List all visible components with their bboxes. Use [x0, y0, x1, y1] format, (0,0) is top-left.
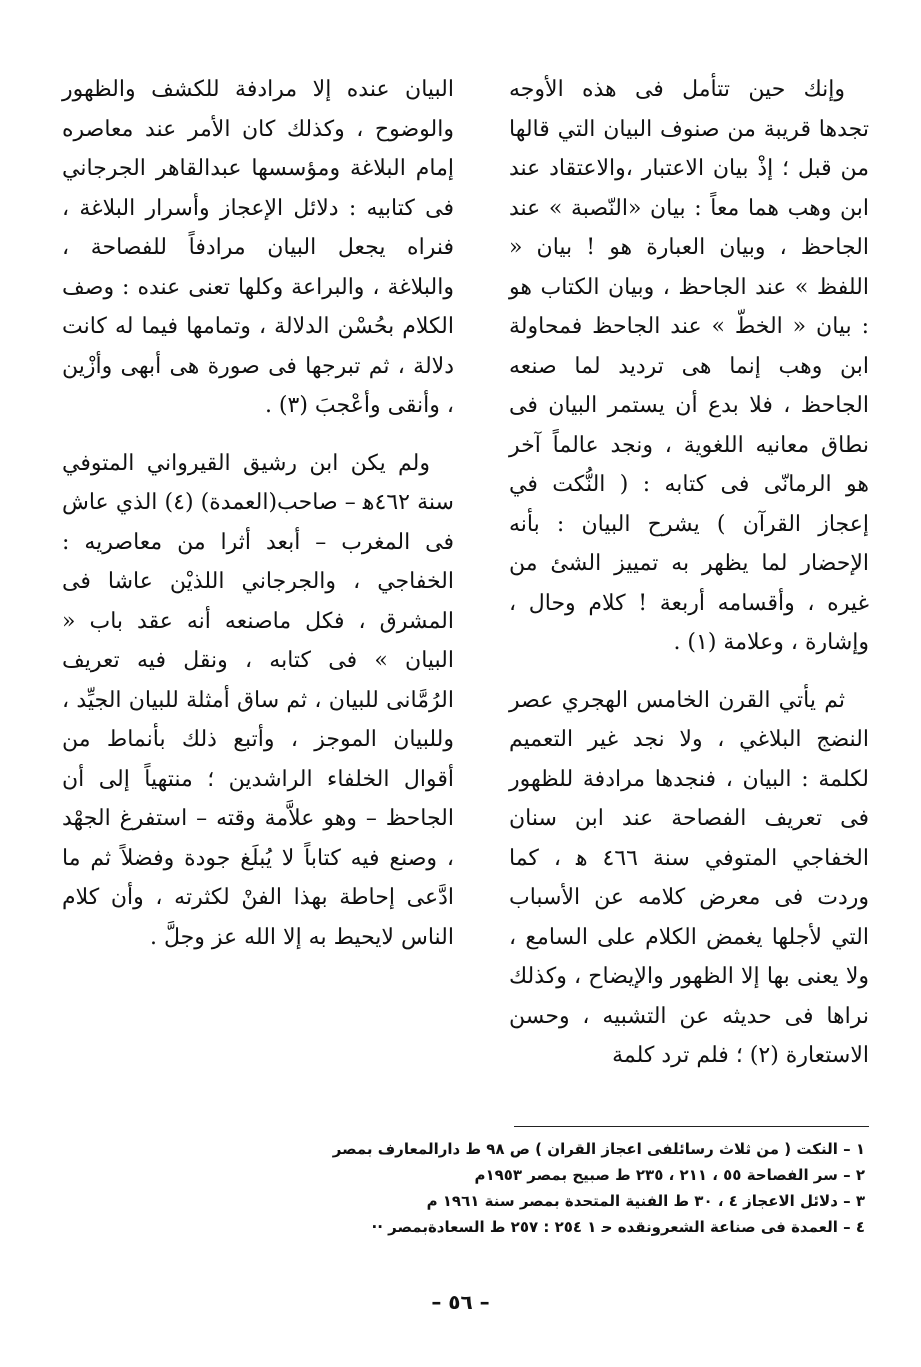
paragraph-bayan-ibn-wahb: وإنك حين تتأمل فى هذه الأوجه تجدها قريبة من صنوف البيان التي قالها من قبل ؛ إذْ بيان الاعتبار ،والاعتقاد عند ابن وهب هما معاً : بيان «النّصبة » عند الجاحظ ، وبيان العبارة هو ! بيان « اللفظ » عند الجاحظ ، وبيان الكتاب هو : بيان « الخطّ » عند الجاحظ فمحاولة ابن وهب إنما هى ترديد لما صنعه الجاحظ ، فلا بدع أن يستمر البيان فى نطاق معانيه اللغوية ، ونجد عالماً آخر هو الرمانّى فى كتابه : ( النُّكت في إعجاز القرآن ) يشرح البيان : بأنه الإحضار لما يظهر به تمييز الشئ من غيره ، وأقسامه أربعة ! كلام وحال ، وإشارة ، وعلامة (١) . [509, 77, 869, 655]
footnote-2: ٢ – سر الفصاحة ٥٥ ، ٢١١ ، ٢٣٥ ط صبيح بمصر ١٩٥٣م [474, 1166, 865, 1184]
paragraph-jurjani: البيان عنده إلا مرادفة للكشف والظهور والوضوح ، وكذلك كان الأمر عند معاصره إمام البلاغة ومؤسسها عبدالقاهر الجرجاني فى كتابيه : دلائل الإعجاز وأسرار البلاغة ، فنراه يجعل البيان مرادفاً للفصاحة ، والبلاغة ، والبراعة وكلها تعنى عنده : وصف الكلام بحُسْن الدلالة ، وتمامها فيما له كانت دلالة ، ثم تبرجها فى صورة هى أبهى وأزْين ، وأنقى وأعْجبَ (٣) . [62, 77, 454, 418]
paragraph-fifth-century: ثم يأتي القرن الخامس الهجري عصر النضج البلاغي ، ولا نجد غير التعميم لكلمة : البيان ، فنجدها مرادفة للظهور فى تعريف الفصاحة عند ابن سنان الخفاجي المتوفي سنة ٤٦٦ ﻫ ، كما وردت فى معرض كلامه عن الأسباب التي لأجلها يغمض الكلام على السامع ، ولا يعنى بها إلا الظهور والإيضاح ، وكذلك نراها فى حديثه عن التشبيه ، وحسن الاستعارة (٢) ؛ فلم ترد كلمة [509, 687, 869, 1068]
footnote-4: ٤ – العمدة فى صناعة الشعرونقده ﺣ ١ ٢٥٤ : ٢٥٧ ط السعادةبمصر ·· [371, 1218, 865, 1236]
footnote-divider [514, 1126, 869, 1127]
page-number: – ٥٦ – [431, 1290, 490, 1314]
footnote-3: ٣ – دلائل الاعجاز ٤ ، ٣٠ ط الفنية المتحدة بمصر سنة ١٩٦١ م [426, 1192, 865, 1210]
footnotes [145, 1136, 865, 1240]
left-text-column [62, 70, 454, 975]
footnote-1: ١ – النكت ( من ثلاث رسائلفى اعجاز القران ) ص ٩٨ ط دارالمعارف بمصر [332, 1140, 865, 1158]
right-text-column [509, 70, 869, 1094]
paragraph-ibn-rashiq: ولم يكن ابن رشيق القيرواني المتوفي سنة ٤٦٢ﻫ – صاحب(العمدة) (٤) الذي عاش فى المغرب – أبعد أثرا من معاصريه : الخفاجي ، والجرجاني اللذيْن عاشا فى المشرق ، فكل ماصنعه أنه عقد باب « البيان » فى كتابه ، ونقل فيه تعريف الرُمَّانى للبيان ، ثم ساق أمثلة للبيان الجيِّد ، وللبيان الموجز ، وأتبع ذلك بأنماط من أقوال الخلفاء الراشدين ؛ منتهياً إلى أن الجاحظ – وهو علاَّمة وقته – استفرغ الجهْد ، وصنع فيه كتاباً لا يُبلَغ جودة وفضلاً ثم ما ادَّعى إحاطة بهذا الفنْ لكثرته ، وأن كلام الناس لايحيط به إلا الله عز وجلَّ . [62, 450, 454, 950]
